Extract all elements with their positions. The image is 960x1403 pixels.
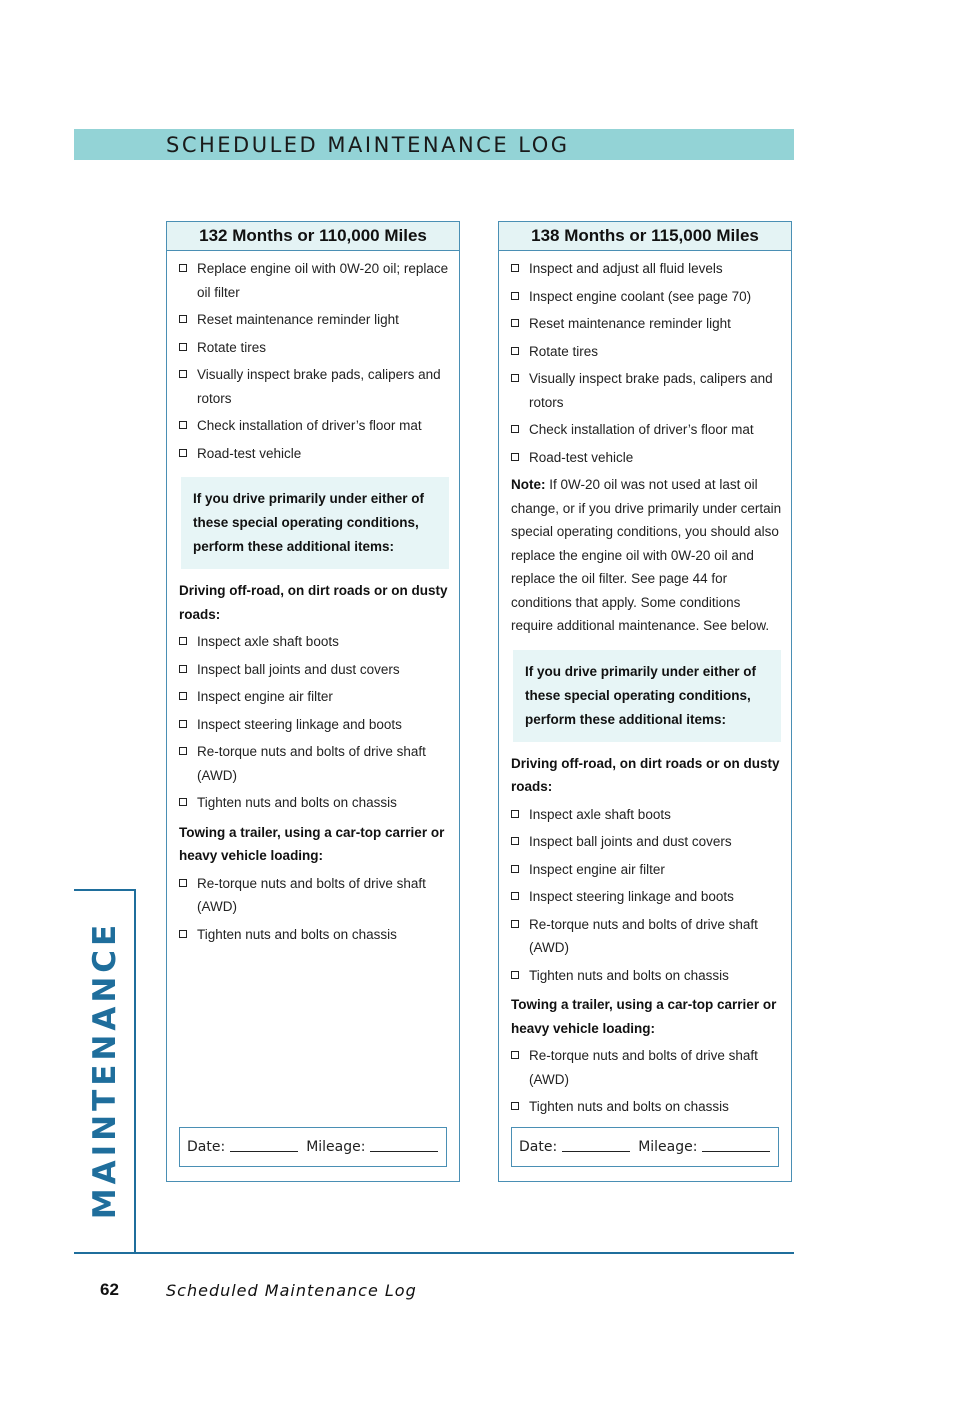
checkbox-icon[interactable] xyxy=(179,264,187,272)
maintenance-card-132-months xyxy=(166,221,460,1182)
checklist-item[interactable]: Re-torque nuts and bolts of drive shaft (AWD) xyxy=(179,740,451,787)
checklist-item[interactable]: Inspect steering linkage and boots xyxy=(179,713,451,737)
special-conditions-callout: If you drive primarily under either of these special operating conditions, perform these additional items: xyxy=(513,650,781,742)
checkbox-icon[interactable] xyxy=(179,665,187,673)
checkbox-icon[interactable] xyxy=(179,637,187,645)
oil-note xyxy=(511,473,783,638)
checklist-item[interactable]: Inspect ball joints and dust covers xyxy=(179,658,451,682)
checkbox-icon[interactable] xyxy=(179,720,187,728)
checkbox-icon[interactable] xyxy=(511,892,519,900)
checklist-item[interactable]: Rotate tires xyxy=(179,336,451,360)
footer-rule xyxy=(74,1252,794,1254)
checklist-item[interactable]: Tighten nuts and bolts on chassis xyxy=(511,964,783,988)
checklist-item[interactable]: Road-test vehicle xyxy=(511,446,783,470)
checklist-item[interactable]: Tighten nuts and bolts on chassis xyxy=(179,923,451,947)
checklist-item[interactable]: Tighten nuts and bolts on chassis xyxy=(511,1095,783,1119)
checkbox-icon[interactable] xyxy=(511,453,519,461)
checkbox-icon[interactable] xyxy=(179,798,187,806)
checkbox-icon[interactable] xyxy=(511,971,519,979)
towing-checklist xyxy=(179,872,451,947)
checkbox-icon[interactable] xyxy=(179,343,187,351)
checklist-item[interactable]: Inspect and adjust all fluid levels xyxy=(511,257,783,281)
checklist-item[interactable]: Replace engine oil with 0W-20 oil; replace oil filter xyxy=(179,257,451,304)
checklist-item[interactable]: Reset maintenance reminder light xyxy=(179,308,451,332)
note-text: If 0W-20 oil was not used at last oil change, or if you drive primarily under certain special operating conditions, you should also replace the engine oil with 0W-20 oil and replace the oil filter. See page 44 for conditions that apply. Some conditions require additional maintenance. See below. xyxy=(511,477,782,633)
offroad-heading: Driving off-road, on dirt roads or on dusty roads: xyxy=(179,583,448,622)
checkbox-icon[interactable] xyxy=(179,930,187,938)
date-label: Date: xyxy=(519,1139,558,1155)
checklist-item[interactable]: Rotate tires xyxy=(511,340,783,364)
date-mileage-field[interactable] xyxy=(511,1127,779,1167)
checklist-item[interactable]: Visually inspect brake pads, calipers and rotors xyxy=(511,367,783,414)
checkbox-icon[interactable] xyxy=(511,810,519,818)
offroad-checklist xyxy=(179,630,451,815)
mileage-blank[interactable] xyxy=(370,1151,438,1152)
mileage-blank[interactable] xyxy=(702,1151,770,1152)
checkbox-icon[interactable] xyxy=(511,865,519,873)
checkbox-icon[interactable] xyxy=(179,421,187,429)
checklist-item[interactable]: Road-test vehicle xyxy=(179,442,451,466)
towing-heading: Towing a trailer, using a car-top carrier or heavy vehicle loading: xyxy=(179,824,445,863)
checkbox-icon[interactable] xyxy=(179,449,187,457)
date-blank[interactable] xyxy=(562,1151,630,1152)
card-heading: 132 Months or 110,000 Miles xyxy=(167,222,459,251)
checkbox-icon[interactable] xyxy=(511,425,519,433)
checkbox-icon[interactable] xyxy=(511,1051,519,1059)
page-title: SCHEDULED MAINTENANCE LOG xyxy=(166,133,570,157)
date-blank[interactable] xyxy=(230,1151,298,1152)
checkbox-icon[interactable] xyxy=(179,370,187,378)
side-tab-rule xyxy=(134,889,136,1254)
checklist-item[interactable]: Inspect axle shaft boots xyxy=(179,630,451,654)
footer-title: Scheduled Maintenance Log xyxy=(166,1281,417,1300)
page-number: 62 xyxy=(100,1280,119,1299)
checklist-item[interactable]: Visually inspect brake pads, calipers and rotors xyxy=(179,363,451,410)
checklist-item[interactable]: Inspect engine coolant (see page 70) xyxy=(511,285,783,309)
mileage-label: Mileage: xyxy=(638,1139,698,1155)
checklist-item[interactable]: Inspect axle shaft boots xyxy=(511,803,783,827)
checklist-item[interactable]: Inspect engine air filter xyxy=(179,685,451,709)
section-side-label: MAINTENANCE xyxy=(87,920,123,1220)
checklist-item[interactable]: Reset maintenance reminder light xyxy=(511,312,783,336)
date-mileage-field[interactable] xyxy=(179,1127,447,1167)
towing-checklist xyxy=(511,1044,783,1119)
checkbox-icon[interactable] xyxy=(511,292,519,300)
checklist-item[interactable]: Re-torque nuts and bolts of drive shaft (AWD) xyxy=(511,913,783,960)
checkbox-icon[interactable] xyxy=(179,879,187,887)
mileage-label: Mileage: xyxy=(306,1139,366,1155)
checklist xyxy=(179,257,451,465)
checklist-item[interactable]: Re-torque nuts and bolts of drive shaft (AWD) xyxy=(511,1044,783,1091)
checkbox-icon[interactable] xyxy=(179,315,187,323)
checklist-item[interactable]: Inspect ball joints and dust covers xyxy=(511,830,783,854)
maintenance-card-138-months xyxy=(498,221,792,1182)
checkbox-icon[interactable] xyxy=(511,920,519,928)
checklist-item[interactable]: Check installation of driver’s floor mat xyxy=(179,414,451,438)
checklist-item[interactable]: Tighten nuts and bolts on chassis xyxy=(179,791,451,815)
checklist-item[interactable]: Inspect steering linkage and boots xyxy=(511,885,783,909)
offroad-checklist xyxy=(511,803,783,988)
checkbox-icon[interactable] xyxy=(179,747,187,755)
checkbox-icon[interactable] xyxy=(511,837,519,845)
offroad-heading: Driving off-road, on dirt roads or on dusty roads: xyxy=(511,755,780,794)
side-tab-top-rule xyxy=(74,889,136,891)
checkbox-icon[interactable] xyxy=(511,264,519,272)
checkbox-icon[interactable] xyxy=(511,319,519,327)
special-conditions-callout: If you drive primarily under either of these special operating conditions, perform these additional items: xyxy=(181,477,449,569)
checkbox-icon[interactable] xyxy=(511,1102,519,1110)
checklist xyxy=(511,257,783,469)
checklist-item[interactable]: Re-torque nuts and bolts of drive shaft (AWD) xyxy=(179,872,451,919)
checklist-item[interactable]: Inspect engine air filter xyxy=(511,858,783,882)
checkbox-icon[interactable] xyxy=(511,347,519,355)
date-label: Date: xyxy=(187,1139,226,1155)
towing-heading: Towing a trailer, using a car-top carrier or heavy vehicle loading: xyxy=(511,997,777,1036)
card-heading: 138 Months or 115,000 Miles xyxy=(499,222,791,251)
checkbox-icon[interactable] xyxy=(511,374,519,382)
note-label: Note: xyxy=(511,477,546,492)
checklist-item[interactable]: Check installation of driver’s floor mat xyxy=(511,418,783,442)
checkbox-icon[interactable] xyxy=(179,692,187,700)
